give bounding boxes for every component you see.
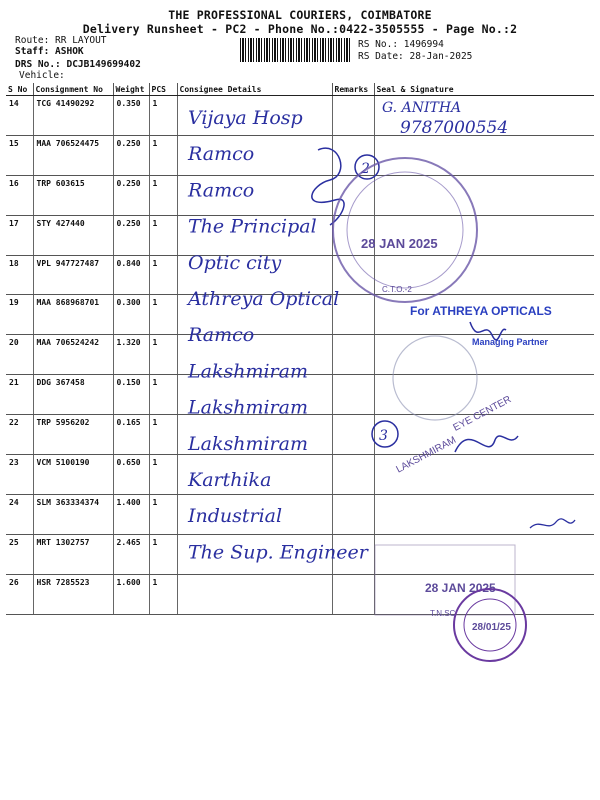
cell-weight: 2.465: [113, 534, 149, 574]
table-row: [6, 375, 594, 415]
cell-consignment-no: STY 427440: [33, 215, 113, 255]
handwritten-consignee: Karthika: [188, 469, 272, 491]
cell-consignment-no: MAA 706524242: [33, 335, 113, 375]
cell-remarks: [332, 455, 374, 495]
cell-pcs: 1: [149, 255, 177, 295]
cell-consignment-no: VCM 5100190: [33, 455, 113, 495]
cell-remarks: [332, 335, 374, 375]
cell-weight: 0.165: [113, 415, 149, 455]
cell-pcs: 1: [149, 574, 177, 614]
cell-pcs: 1: [149, 215, 177, 255]
cell-consignment-no: DDG 367458: [33, 375, 113, 415]
handwritten-consignee: Industrial: [188, 505, 283, 528]
cell-consignment-no: HSR 7285523: [33, 574, 113, 614]
cell-weight: 0.300: [113, 295, 149, 335]
cell-consignee-details: [177, 255, 332, 295]
handwritten-consignee: Ramco: [188, 179, 255, 202]
table-row: [6, 574, 594, 614]
stamp-region: T.N.SC: [430, 609, 456, 618]
cell-seal-signature: [374, 455, 594, 495]
company-title: THE PROFESSIONAL COURIERS, COIMBATORE: [168, 8, 432, 22]
cell-remarks: [332, 96, 374, 136]
col-sno: S No: [6, 83, 33, 96]
cell-seal-signature: [374, 295, 594, 335]
cell-sno: 14: [6, 96, 33, 136]
cell-consignee-details: [177, 295, 332, 335]
cell-consignee-details: [177, 135, 332, 175]
handwritten-consignee: Vijaya Hosp: [188, 107, 303, 129]
cell-consignment-no: TRP 5956202: [33, 415, 113, 455]
table-row: [6, 135, 594, 175]
cell-pcs: 1: [149, 96, 177, 136]
cell-sno: 19: [6, 295, 33, 335]
cell-consignee-details: [177, 96, 332, 136]
table-row: [6, 415, 594, 455]
cell-sno: 17: [6, 215, 33, 255]
cell-remarks: [332, 574, 374, 614]
cell-sno: 23: [6, 455, 33, 495]
handwritten-consignee: Athreya Optical: [188, 288, 340, 310]
cell-sno: 16: [6, 175, 33, 215]
cell-weight: 0.250: [113, 175, 149, 215]
cell-remarks: [332, 175, 374, 215]
table-row: [6, 255, 594, 295]
cell-sno: 15: [6, 135, 33, 175]
cell-consignee-details: [177, 335, 332, 375]
table-header-row: [6, 83, 594, 96]
cell-weight: 1.400: [113, 494, 149, 534]
cell-seal-signature: [374, 335, 594, 375]
cell-sno: 20: [6, 335, 33, 375]
cell-consignment-no: SLM 363334374: [33, 494, 113, 534]
cell-pcs: 1: [149, 534, 177, 574]
cell-weight: 0.150: [113, 375, 149, 415]
col-remarks: Remarks: [332, 83, 374, 96]
cell-consignment-no: MAA 868968701: [33, 295, 113, 335]
handwritten-consignee: Lakshmiram: [188, 360, 308, 383]
cell-sno: 22: [6, 415, 33, 455]
cell-seal-signature: [374, 175, 594, 215]
drs-number: DRS No.: DCJB149699402: [15, 59, 141, 70]
cell-sno: 21: [6, 375, 33, 415]
handwritten-consignee: Ramco: [188, 324, 255, 347]
cell-sno: 24: [6, 494, 33, 534]
cell-sno: 25: [6, 534, 33, 574]
cell-remarks: [332, 415, 374, 455]
table-row: [6, 215, 594, 255]
cell-remarks: [332, 534, 374, 574]
cell-seal-signature: [374, 375, 594, 415]
handwritten-consignee: Ramco: [188, 143, 255, 166]
cell-consignee-details: [177, 494, 332, 534]
cell-pcs: 1: [149, 455, 177, 495]
signature-phone: 9787000554: [400, 118, 509, 138]
cell-consignee-details: [177, 415, 332, 455]
cell-seal-signature: [374, 534, 594, 574]
cell-consignment-no: MRT 1302757: [33, 534, 113, 574]
stamp-date-1: 28 JAN 2025: [361, 236, 438, 251]
cell-consignee-details: [177, 455, 332, 495]
cell-remarks: [332, 135, 374, 175]
cell-seal-signature: [374, 215, 594, 255]
rs-number: RS No.: 1496994: [358, 39, 444, 50]
cell-seal-signature: [374, 494, 594, 534]
lakshmiram-stamp-line2: EYE CENTER: [451, 394, 514, 434]
handwritten-consignee: Lakshmiram: [188, 432, 308, 455]
cell-weight: 1.600: [113, 574, 149, 614]
cell-seal-signature: [374, 135, 594, 175]
col-consignee: Consignee Details: [177, 83, 332, 96]
handwritten-consignee: Lakshmiram: [188, 396, 308, 419]
cell-weight: 0.250: [113, 215, 149, 255]
cell-remarks: [332, 295, 374, 335]
cell-sno: 18: [6, 255, 33, 295]
staff-label: Staff: ASHOK: [15, 46, 84, 57]
cell-consignment-no: MAA 706524475: [33, 135, 113, 175]
cell-seal-signature: [374, 574, 594, 614]
rs-date: RS Date: 28-Jan-2025: [358, 51, 473, 62]
cell-weight: 1.320: [113, 335, 149, 375]
cell-consignee-details: [177, 215, 332, 255]
barcode-image: [240, 38, 352, 62]
stamp-date-2: 28 JAN 2025: [425, 581, 496, 595]
cell-remarks: [332, 494, 374, 534]
cell-consignment-no: TRP 603615: [33, 175, 113, 215]
cell-consignee-details: [177, 534, 332, 574]
table-row: [6, 455, 594, 495]
cell-remarks: [332, 255, 374, 295]
col-pcs: PCS: [149, 83, 177, 96]
table-row: [6, 494, 594, 534]
cell-pcs: 1: [149, 135, 177, 175]
stamp-date-3: 28/01/25: [472, 622, 511, 633]
cell-pcs: 1: [149, 415, 177, 455]
handwritten-consignee: Optic city: [188, 251, 282, 274]
cell-consignment-no: VPL 947727487: [33, 255, 113, 295]
handwritten-consignee: The Principal: [188, 215, 317, 238]
cell-seal-signature: [374, 255, 594, 295]
runsheet-subtitle: Delivery Runsheet - PC2 - Phone No.:0422-3505555 - Page No.:2: [82, 22, 518, 36]
table-row: [6, 335, 594, 375]
vehicle-label: Vehicle:: [19, 70, 65, 81]
cell-remarks: [332, 375, 374, 415]
cell-consignee-details: [177, 375, 332, 415]
cell-consignment-no: TCG 41490292: [33, 96, 113, 136]
stamp-code: C.T.O.-2: [382, 285, 412, 294]
athreya-stamp-role: Managing Partner: [472, 337, 549, 347]
circle-number-2: 2: [361, 161, 370, 177]
cell-seal-signature: [374, 96, 594, 136]
col-seal: Seal & Signature: [374, 83, 594, 96]
cell-pcs: 1: [149, 175, 177, 215]
table-row: [6, 96, 594, 136]
table-row: [6, 295, 594, 335]
cell-sno: 26: [6, 574, 33, 614]
cell-weight: 0.350: [113, 96, 149, 136]
table-row: [6, 534, 594, 574]
route-label: Route: RR LAYOUT: [15, 35, 107, 46]
cell-pcs: 1: [149, 295, 177, 335]
cell-remarks: [332, 215, 374, 255]
runsheet-table: [6, 83, 594, 615]
cell-weight: 0.840: [113, 255, 149, 295]
cell-seal-signature: [374, 415, 594, 455]
cell-weight: 0.250: [113, 135, 149, 175]
athreya-stamp-name: For ATHREYA OPTICALS: [410, 304, 552, 318]
cell-weight: 0.650: [113, 455, 149, 495]
cell-pcs: 1: [149, 375, 177, 415]
col-weight: Weight: [113, 83, 149, 96]
lakshmiram-stamp-line1: LAKSHMIRAM: [394, 434, 458, 476]
cell-pcs: 1: [149, 335, 177, 375]
signature-name: G. ANITHA: [382, 100, 462, 116]
cell-consignee-details: [177, 175, 332, 215]
table-row: [6, 175, 594, 215]
col-consignment: Consignment No: [33, 83, 113, 96]
cell-pcs: 1: [149, 494, 177, 534]
circle-number-3: 3: [379, 428, 388, 444]
handwritten-consignee: The Sup. Engineer: [188, 541, 368, 564]
cell-consignee-details: [177, 574, 332, 614]
